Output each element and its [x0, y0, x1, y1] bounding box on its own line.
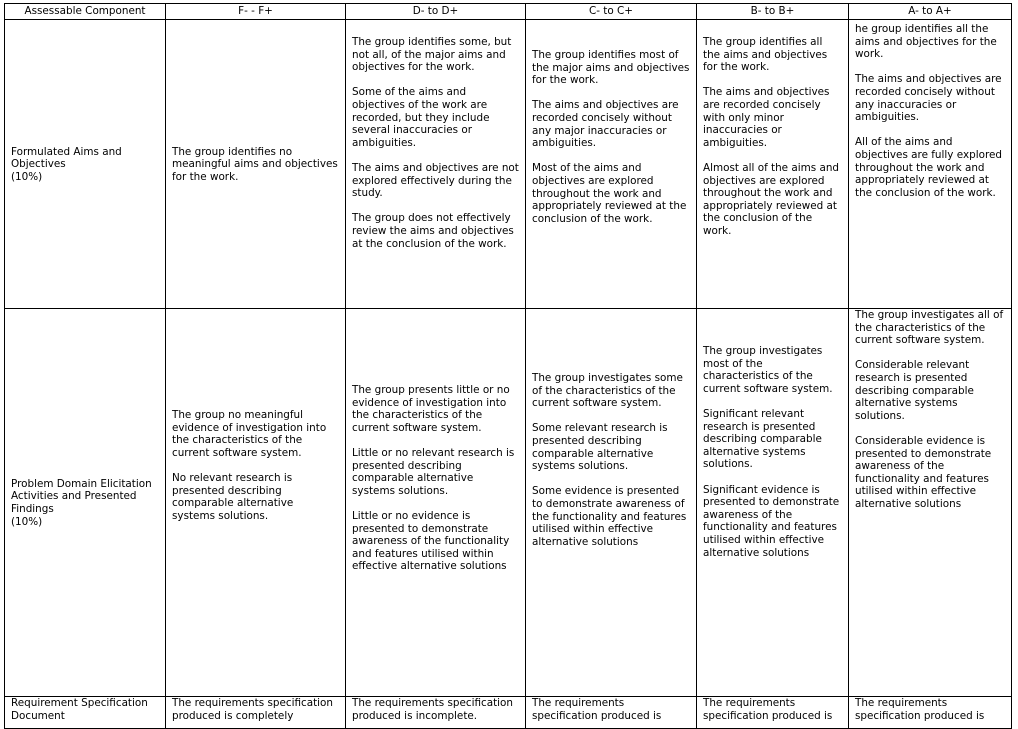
criteria-text: he group identifies all the aims and objectives for the work. — [855, 23, 997, 61]
criteria-cell-c — [526, 309, 697, 697]
criteria-text: All of the aims and objectives are fully explored throughout the work and appropriately reviewed at the conclusion of the work. — [855, 136, 1002, 199]
criteria-cell-b — [697, 20, 849, 309]
header-grade-c: C- to C+ — [526, 4, 697, 20]
header-row — [5, 4, 1012, 20]
criteria-text: The group identifies most of the major aims and objectives for the work. — [532, 49, 690, 87]
criteria-text: Considerable relevant research is presented describing comparable alternative systems solutions. — [855, 359, 974, 422]
table-row-requirements-spec — [5, 697, 1012, 729]
criteria-cell-a — [849, 697, 1012, 729]
table-row-problem-domain — [5, 309, 1012, 697]
criteria-text: The group presents little or no evidence of investigation into the characteristics of the current software system. — [352, 384, 510, 434]
header-grade-a: A- to A+ — [849, 4, 1012, 20]
criteria-cell-c — [526, 697, 697, 729]
criteria-text: The group does not effectively review the aims and objectives at the conclusion of the work. — [352, 212, 514, 250]
criteria-text: The group investigates most of the characteristics of the current software system. — [703, 345, 833, 395]
criteria-text: The requirements specification produced is — [855, 697, 985, 722]
header-grade-d: D- to D+ — [346, 4, 526, 20]
criteria-text: The requirements specification produced is — [532, 697, 662, 722]
criteria-text: The aims and objectives are recorded concisely without any major inaccuracies or ambiguities. — [532, 99, 679, 150]
criteria-cell-d — [346, 697, 526, 729]
criteria-cell-f — [166, 20, 346, 309]
header-grade-f: F- - F+ — [166, 4, 346, 20]
criteria-text: Most of the aims and objectives are explored throughout the work and appropriately reviewed at the conclusion of the work. — [532, 162, 687, 225]
criteria-text: The requirements specification produced is — [703, 697, 833, 722]
marking-rubric-table — [4, 3, 1012, 729]
criteria-text: The requirements specification produced is completely — [172, 697, 333, 722]
criteria-text: Little or no relevant research is presented describing comparable alternative systems solutions. — [352, 446, 515, 497]
criteria-text: No relevant research is presented describing comparable alternative systems solutions. — [172, 471, 294, 522]
criteria-text: Little or no evidence is presented to demonstrate awareness of the functionality and features utilised within effective alternative solutions — [352, 509, 510, 573]
criteria-cell-b — [697, 697, 849, 729]
component-weight: (10%) — [11, 515, 43, 528]
criteria-cell-a — [849, 20, 1012, 309]
criteria-text: Considerable evidence is presented to demonstrate awareness of the functionality and features utilised within effective alternative solutions — [855, 434, 992, 510]
criteria-text: The group investigates all of the characteristics of the current software system. — [855, 309, 1004, 347]
criteria-text: The group identifies some, but not all, of the major aims and objectives for the work. — [352, 36, 512, 74]
criteria-text: The aims and objectives are recorded concisely without any inaccuracies or ambiguities. — [855, 73, 1002, 124]
criteria-text: Significant relevant research is presented describing comparable alternative systems solutions. — [703, 407, 822, 471]
criteria-text: Some evidence is presented to demonstrate awareness of the functionality and features utilised within effective alternative solutions — [532, 485, 687, 548]
component-name: Problem Domain Elicitation Activities and Presented Findings — [11, 477, 152, 515]
criteria-text: The aims and objectives are recorded concisely with only minor inaccuracies or ambiguities. — [703, 86, 830, 149]
header-assessable-component: Assessable Component — [5, 4, 166, 20]
table-row-aims-objectives — [5, 20, 1012, 309]
component-name: Requirement Specification Document — [11, 697, 148, 722]
criteria-text: The group identifies no meaningful aims and objectives for the work. — [172, 145, 338, 183]
component-cell — [5, 697, 166, 729]
criteria-cell-a — [849, 309, 1012, 697]
component-cell — [5, 20, 166, 309]
criteria-text: The group no meaningful evidence of investigation into the characteristics of the current software system. — [172, 409, 327, 459]
criteria-text: The group investigates some of the characteristics of the current software system. — [532, 372, 683, 410]
component-name: Formulated Aims and Objectives — [11, 145, 122, 171]
criteria-text: The aims and objectives are not explored effectively during the study. — [352, 161, 519, 200]
criteria-cell-c — [526, 20, 697, 309]
criteria-cell-b — [697, 309, 849, 697]
criteria-text: Significant evidence is presented to demonstrate awareness of the functionality and features utilised within effective alternative solutions — [703, 483, 840, 559]
header-grade-b: B- to B+ — [697, 4, 849, 20]
component-weight: (10%) — [11, 170, 43, 183]
component-cell — [5, 309, 166, 697]
criteria-text: Some relevant research is presented describing comparable alternative systems solutions. — [532, 422, 668, 473]
criteria-cell-d — [346, 309, 526, 697]
criteria-text: Some of the aims and objectives of the work are recorded, but they include several inaccuracies or ambiguities. — [352, 86, 490, 149]
criteria-text: The requirements specification produced is incomplete. — [352, 697, 513, 722]
criteria-cell-d — [346, 20, 526, 309]
criteria-text: Almost all of the aims and objectives are explored throughout the work and appropriately reviewed at the conclusion of the work. — [703, 161, 840, 237]
criteria-cell-f — [166, 697, 346, 729]
criteria-cell-f — [166, 309, 346, 697]
criteria-text: The group identifies all the aims and objectives for the work. — [703, 36, 828, 74]
